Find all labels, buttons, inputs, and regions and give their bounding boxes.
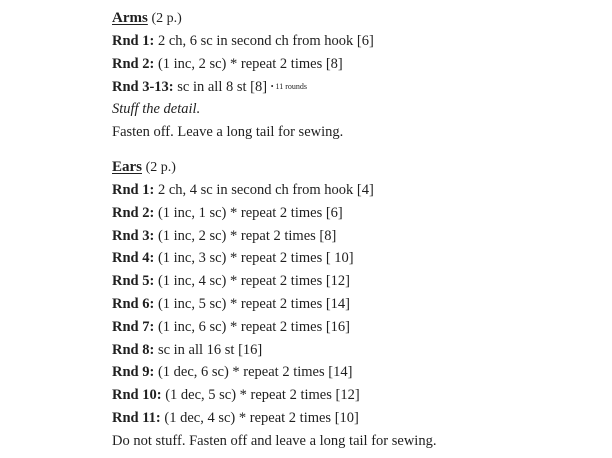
arms-round [112,76,592,99]
arms-title: Arms [112,10,148,26]
round-label: Rnd 11: [112,409,161,426]
ears-section [112,155,592,453]
round-text: (1 dec, 5 sc) * repeat 2 times [12] [165,387,360,404]
round-text: (1 inc, 5 sc) * repeat 2 times [14] [157,295,350,312]
round-note: • 11 rounds [270,81,307,91]
round-label: Rnd 1: [112,182,155,198]
round-label: Rnd 3-13: [112,78,174,95]
final-note: Do not stuff. Fasten off and leave a long tail for sewing. [112,432,437,449]
arms-round [112,30,592,53]
round-text: (1 inc, 6 sc) * repeat 2 times [16] [157,318,350,335]
round-text: 2 ch, 4 sc in second ch from hook [4] [157,182,374,198]
round-label: Rnd 5: [112,273,155,290]
round-label: Rnd 10: [112,387,162,404]
arms-round [112,53,592,76]
round-text: (1 inc, 1 sc) * repeat 2 times [6] [157,204,343,221]
arms-heading [112,6,592,30]
round-label: Rnd 2: [112,204,155,221]
ears-round [112,384,592,407]
round-text: (1 inc, 2 sc) * repat 2 times [8] [157,227,337,244]
ears-round [112,339,592,362]
ears-round [112,225,592,248]
ears-round [112,202,592,225]
round-label: Rnd 3: [112,227,155,244]
fasten-note: Fasten off. Leave a long tail for sewing. [112,124,344,141]
ears-round [112,361,592,384]
round-text: (1 dec, 6 sc) * repeat 2 times [14] [157,364,353,381]
round-label: Rnd 7: [112,318,155,335]
ears-round [112,407,592,430]
ears-count: (2 p.) [145,160,176,175]
round-label: Rnd 2: [112,55,155,72]
ears-round [112,293,592,316]
ears-round [112,270,592,293]
round-text: sc in all 8 st [8] [177,78,268,95]
round-text: (1 inc, 3 sc) * repeat 2 times [ 10] [157,250,354,267]
round-label: Rnd 1: [112,33,155,49]
round-text: (1 inc, 2 sc) * repeat 2 times [8] [157,55,343,72]
round-text: (1 inc, 4 sc) * repeat 2 times [12] [157,273,350,290]
round-label: Rnd 6: [112,295,155,312]
round-label: Rnd 4: [112,250,155,267]
round-text: 2 ch, 6 sc in second ch from hook [6] [157,33,374,49]
ears-title: Ears [112,159,142,175]
ears-round [112,247,592,270]
round-label: Rnd 8: [112,341,155,358]
stuff-note: Stuff the detail. [112,101,201,118]
round-text: sc in all 16 st [16] [157,341,263,358]
ears-heading [112,155,592,179]
ears-round [112,179,592,202]
round-label: Rnd 9: [112,364,155,381]
arms-count: (2 p.) [151,11,182,26]
arms-section [112,6,592,144]
round-text: (1 dec, 4 sc) * repeat 2 times [10] [164,409,359,426]
ears-round [112,316,592,339]
